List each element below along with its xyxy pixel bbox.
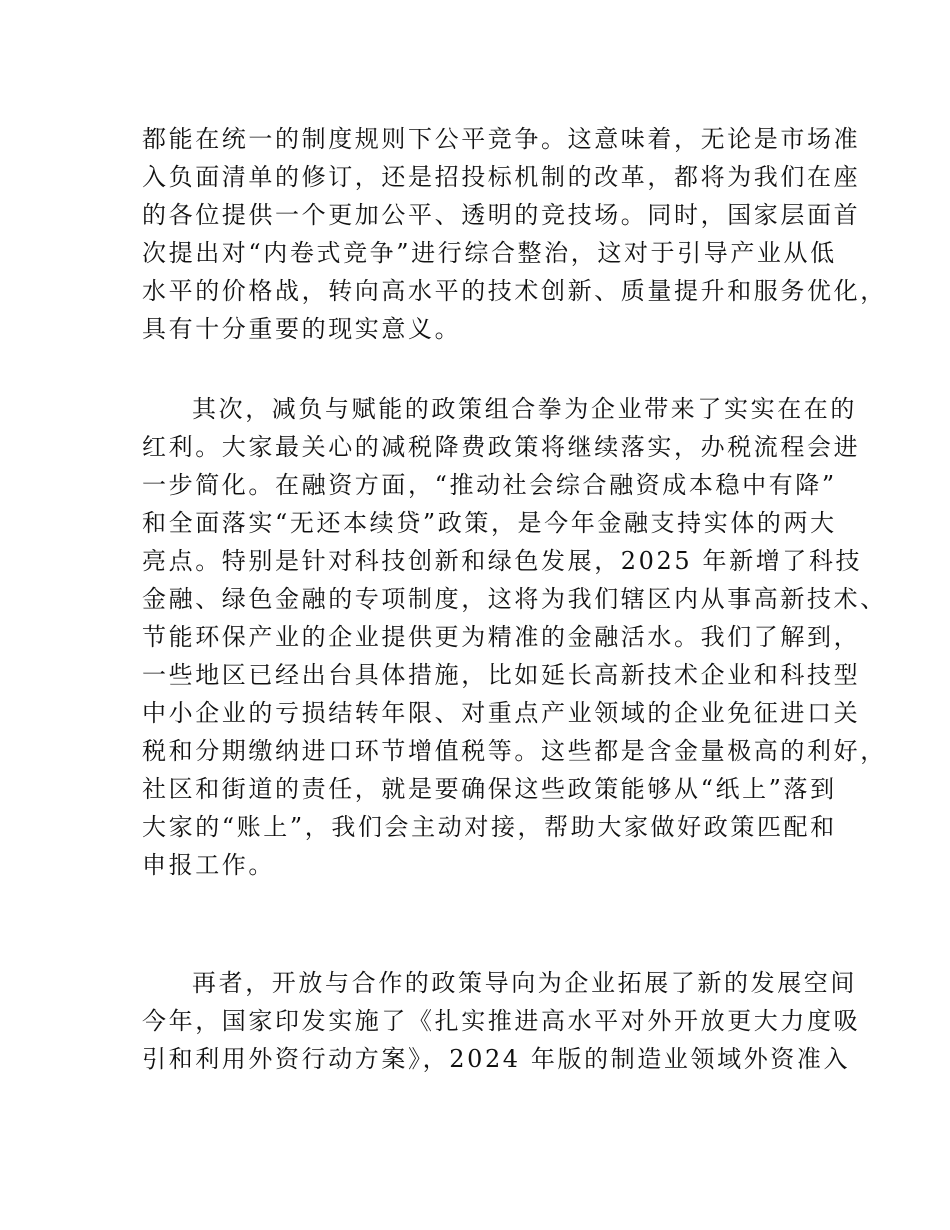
paragraph-line: 再者，开放与合作的政策导向为企业拓展了新的发展空间: [192, 969, 857, 997]
paragraph-tax-and-finance: [142, 390, 887, 884]
paragraph-line: 一步简化。在融资方面，“推动社会综合融资成本稳中有降”: [142, 471, 837, 499]
paragraph-line: 节能环保产业的企业提供更为精准的金融活水。我们了解到，: [142, 623, 861, 651]
paragraph-line: 入负面清单的修订，还是招投标机制的改革，都将为我们在座: [142, 163, 861, 191]
paragraph-line: 的各位提供一个更加公平、透明的竞技场。同时，国家层面首: [142, 201, 861, 229]
paragraph-line: 引和利用外资行动方案》，2024 年版的制造业领域外资准入: [142, 1045, 851, 1073]
paragraph-line: 今年，国家印发实施了《扎实推进高水平对外开放更大力度吸: [142, 1007, 861, 1035]
paragraph-line: 大家的“账上”，我们会主动对接，帮助大家做好政策匹配和: [142, 813, 837, 841]
paragraph-line: 其次，减负与赋能的政策组合拳为企业带来了实实在在的: [192, 395, 857, 423]
paragraph-line: 中小企业的亏损结转年限、对重点产业领域的企业免征进口关: [142, 699, 861, 727]
paragraph-line: 水平的价格战，转向高水平的技术创新、质量提升和服务优化，: [142, 277, 887, 305]
paragraph-line: 都能在统一的制度规则下公平竞争。这意味着，无论是市场准: [142, 125, 861, 153]
paragraph-line: 具有十分重要的现实意义。: [142, 315, 462, 343]
paragraph-line: 金融、绿色金融的专项制度，这将为我们辖区内从事高新技术、: [142, 585, 887, 613]
paragraph-line: 申报工作。: [142, 851, 275, 879]
paragraph-line: 红利。大家最关心的减税降费政策将继续落实，办税流程会进: [142, 433, 861, 461]
paragraph-opening-up: [142, 964, 861, 1078]
paragraph-line: 一些地区已经出台具体措施，比如延长高新技术企业和科技型: [142, 661, 861, 689]
paragraph-line: 和全面落实“无还本续贷”政策，是今年金融支持实体的两大: [142, 509, 837, 537]
paragraph-line: 税和分期缴纳进口环节增值税等。这些都是含金量极高的利好，: [142, 737, 887, 765]
paragraph-fair-competition: [142, 120, 887, 348]
paragraph-line: 次提出对“内卷式竞争”进行综合整治，这对于引导产业从低: [142, 239, 837, 267]
paragraph-line: 社区和街道的责任，就是要确保这些政策能够从“纸上”落到: [142, 775, 837, 803]
paragraph-line: 亮点。特别是针对科技创新和绿色发展，2025 年新增了科技: [142, 547, 863, 575]
